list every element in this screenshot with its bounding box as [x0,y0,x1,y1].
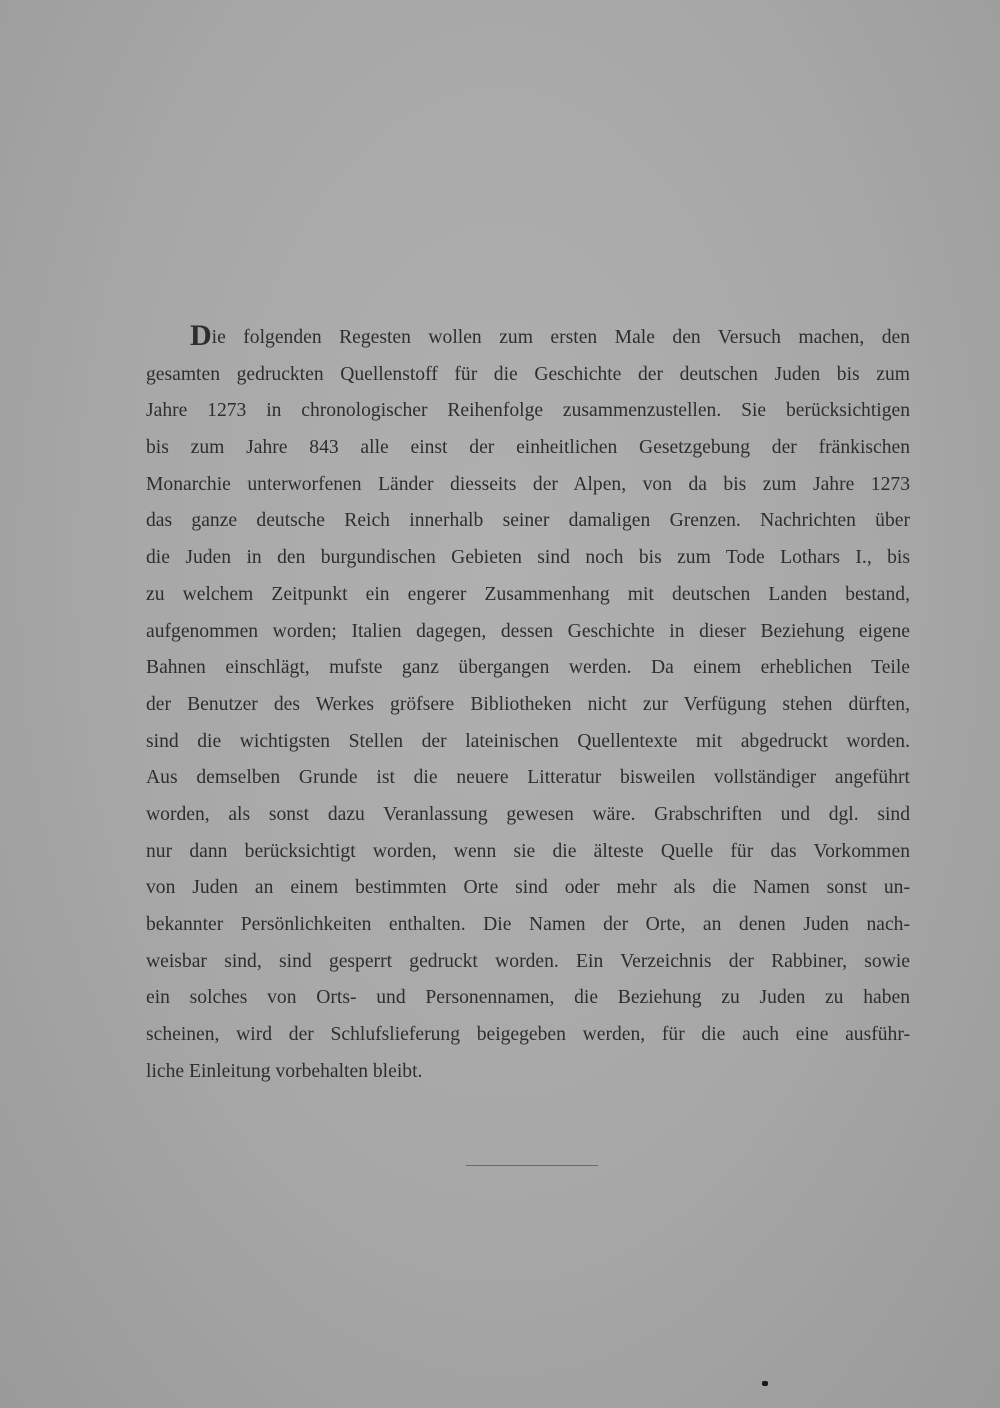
ink-speck [762,1381,768,1386]
text-line: zu welchem Zeitpunkt ein engerer Zusammenhang mit deutschen Landen bestand, [146,583,910,605]
text-line: der Benutzer des Werkes gröfsere Bibliotheken nicht zur Verfügung stehen dürften, [146,693,910,715]
text-line: sind die wichtigsten Stellen der lateinischen Quellentexte mit abgedruckt worden. [146,730,910,752]
drop-cap: D [190,319,212,352]
text-line: aufgenommen worden; Italien dagegen, dessen Geschichte in dieser Beziehung eigene [146,620,910,642]
text-line: von Juden an einem bestimmten Orte sind oder mehr als die Namen sonst un- [146,877,910,899]
body-paragraph [146,320,910,1090]
section-divider [466,1165,598,1166]
text-line: liche Einleitung vorbehalten bleibt. [146,1060,423,1082]
text-line: ein solches von Orts- und Personennamen, die Beziehung zu Juden zu haben [146,987,910,1009]
text-line: worden, als sonst dazu Veranlassung gewesen wäre. Grabschriften und dgl. sind [146,803,910,825]
text-line: bis zum Jahre 843 alle einst der einheitlichen Gesetzgebung der fränkischen [146,437,910,459]
text-line: Aus demselben Grunde ist die neuere Litteratur bisweilen vollständiger angeführt [146,767,910,789]
text-line: Bahnen einschlägt, mufste ganz übergangen werden. Da einem erheblichen Teile [146,657,910,679]
text-line [146,320,910,357]
text-line: gesamten gedruckten Quellenstoff für die Geschichte der deutschen Juden bis zum [146,363,910,385]
text-line: scheinen, wird der Schlufslieferung beigegeben werden, für die auch eine ausführ- [146,1024,910,1046]
text-line-content: ie folgenden Regesten wollen zum ersten Male den Versuch machen, den [211,327,910,348]
text-line: weisbar sind, sind gesperrt gedruckt worden. Ein Verzeichnis der Rabbiner, sowie [146,950,910,972]
text-line: Monarchie unterworfenen Länder diesseits der Alpen, von da bis zum Jahre 1273 [146,473,910,495]
text-line: die Juden in den burgundischen Gebieten sind noch bis zum Tode Lothars I., bis [146,547,910,569]
text-line: Jahre 1273 in chronologischer Reihenfolge zusammenzustellen. Sie berücksichtigen [146,400,910,422]
text-line: nur dann berücksichtigt worden, wenn sie die älteste Quelle für das Vorkommen [146,840,910,862]
text-line: das ganze deutsche Reich innerhalb seiner damaligen Grenzen. Nachrichten über [146,510,910,532]
text-line: bekannter Persönlichkeiten enthalten. Die Namen der Orte, an denen Juden nach- [146,914,910,935]
